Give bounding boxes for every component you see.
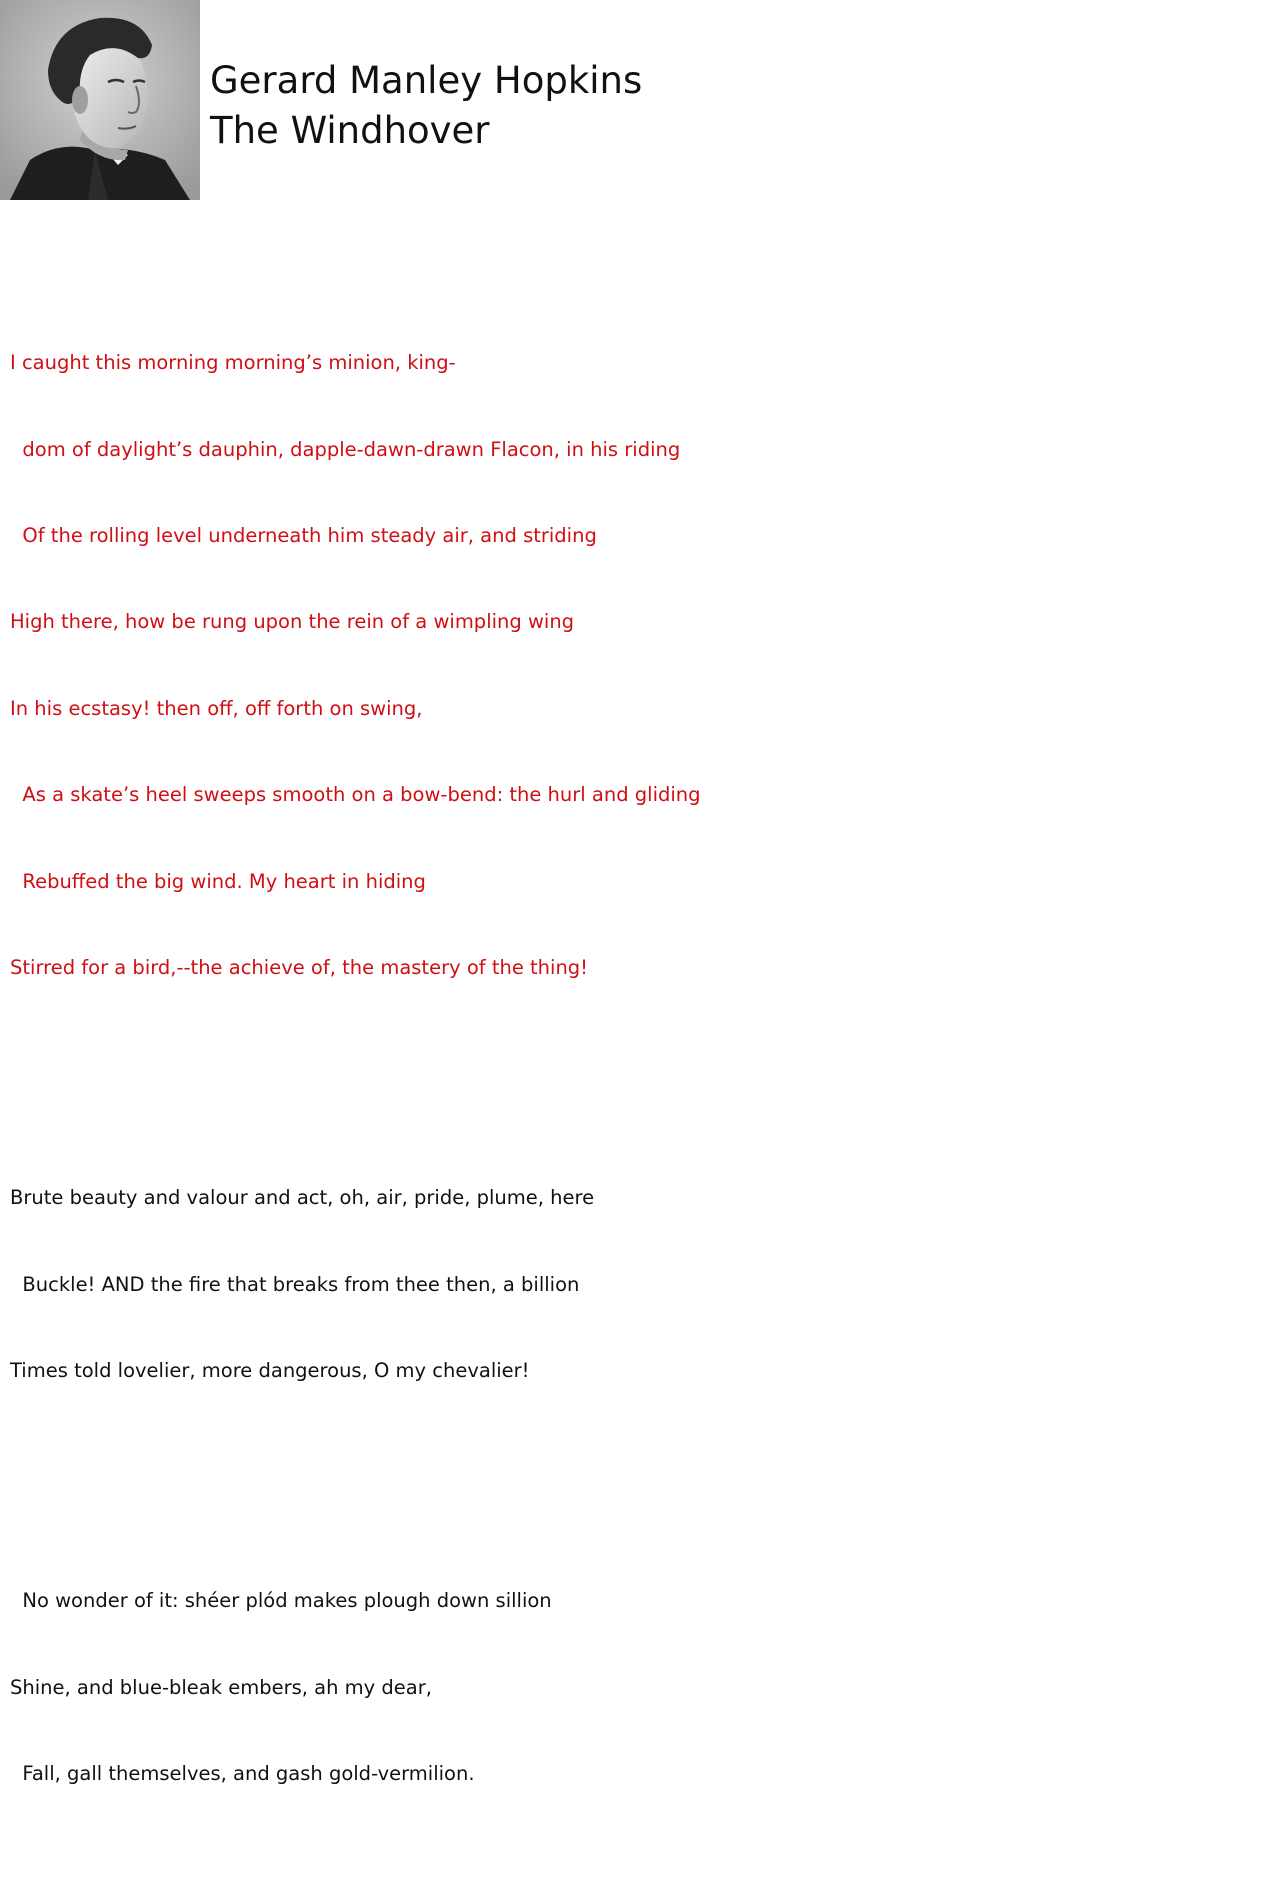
poem-text [10, 234, 701, 1904]
author-name: Gerard Manley Hopkins [210, 59, 643, 102]
poem-line: As a skate’s heel sweeps smooth on a bow-bend: the hurl and gliding [10, 783, 701, 807]
poem-line: Times told lovelier, more dangerous, O my chevalier! [10, 1359, 530, 1383]
poem-title: The Windhover [210, 109, 490, 152]
poem-stanza-tercet-1 [10, 1127, 701, 1444]
poem-line: Brute beauty and valour and act, oh, air, pride, plume, here [10, 1186, 595, 1210]
poem-line: High there, how be rung upon the rein of a wimpling wing [10, 610, 575, 634]
poem-stanza-tercet-2 [10, 1530, 701, 1847]
poem-line: Rebuffed the big wind. My heart in hiding [10, 869, 426, 893]
poem-line: Fall, gall themselves, and gash gold-vermilion. [10, 1762, 475, 1786]
poem-line: Of the rolling level underneath him steady air, and striding [10, 523, 597, 547]
slide-title-block [210, 56, 642, 156]
portrait-photo-icon [0, 0, 200, 200]
poem-line: No wonder of it: shéer plód makes plough down sillion [10, 1589, 552, 1613]
poem-stanza-octave [10, 292, 701, 1041]
poem-line: In his ecstasy! then off, off forth on swing, [10, 696, 423, 720]
author-portrait [0, 0, 200, 200]
poem-line: I caught this morning morning’s minion, king- [10, 351, 456, 375]
poem-line: Shine, and blue-bleak embers, ah my dear, [10, 1675, 432, 1699]
poem-line: Stirred for a bird,--the achieve of, the mastery of the thing! [10, 955, 589, 979]
poem-line: dom of daylight’s dauphin, dapple-dawn-drawn Flacon, in his riding [10, 437, 681, 461]
poem-line: Buckle! AND the fire that breaks from thee then, a billion [10, 1272, 580, 1296]
